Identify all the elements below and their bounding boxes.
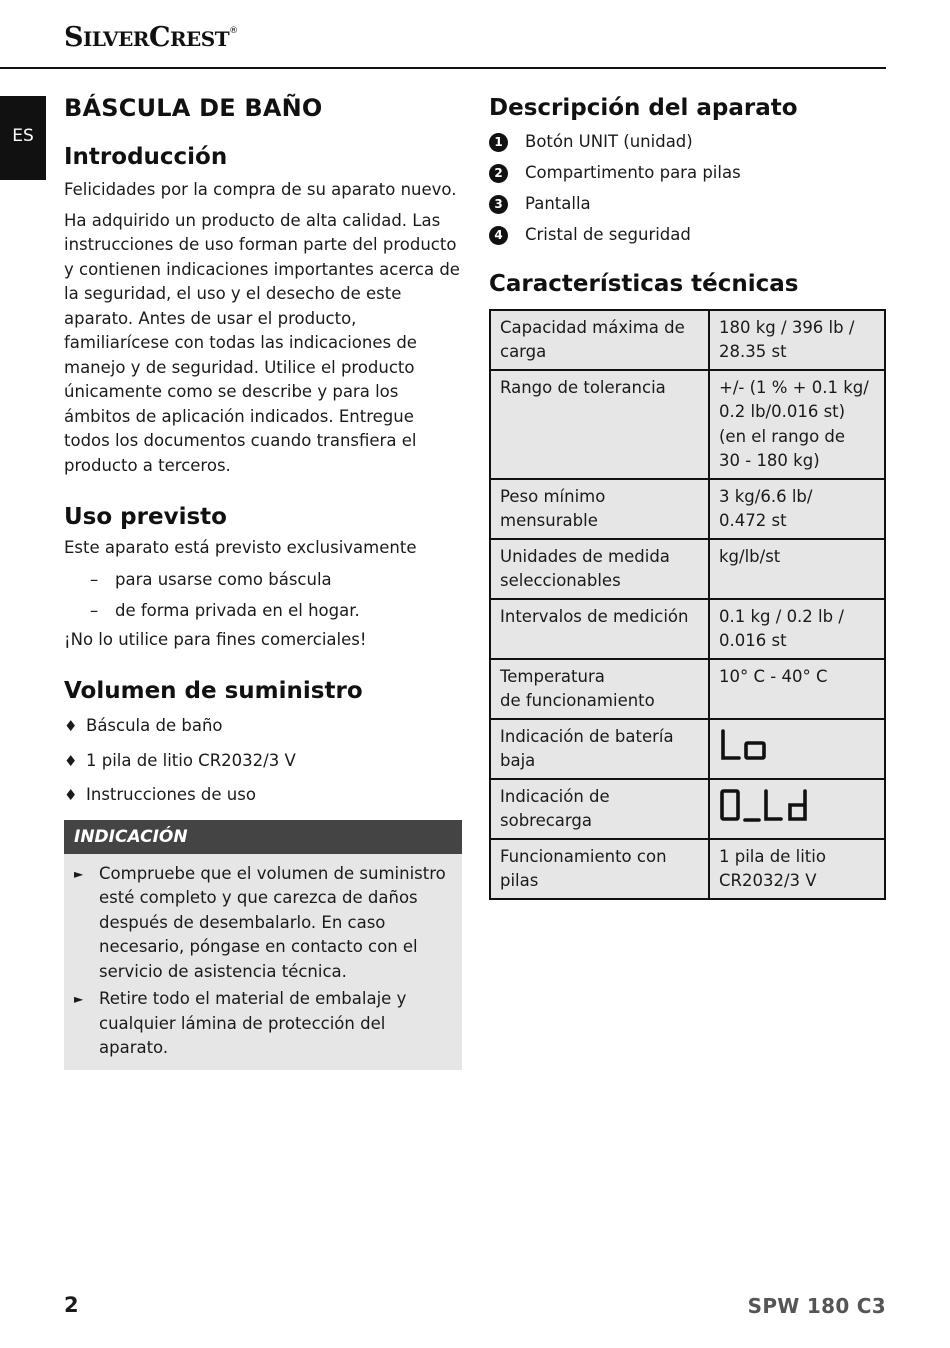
note-heading: INDICACIÓN [64, 820, 462, 854]
uso-heading: Uso previsto [64, 504, 227, 530]
table-row [490, 779, 885, 839]
list-item: 2 Compartimento para pilas [489, 161, 886, 186]
brand-logo: SILVERCREST® [64, 22, 238, 53]
list-item: ♦ Instrucciones de uso [64, 785, 256, 804]
table-row [490, 310, 885, 370]
list-item: 3 Pantalla [489, 192, 886, 217]
spec-value: 0.1 kg / 0.2 lb / 0.016 st [709, 599, 885, 659]
left-column [64, 92, 462, 1070]
model-number: SPW 180 C3 [747, 1294, 886, 1318]
number-badge: 3 [489, 195, 508, 214]
spec-value: 3 kg/6.6 lb/ 0.472 st [709, 479, 885, 539]
table-row [490, 370, 885, 479]
note-list [64, 854, 462, 1061]
spec-key: Funcionamiento con pilas [490, 839, 709, 899]
number-badge: 1 [489, 133, 508, 152]
page-number: 2 [64, 1293, 79, 1317]
table-row [490, 479, 885, 539]
list-item: – de forma privada en el hogar. [90, 601, 360, 620]
number-badge: 4 [489, 226, 508, 245]
lcd-lo-icon [719, 727, 771, 763]
desc-heading: Descripción del aparato [489, 95, 798, 121]
uso-list [64, 568, 462, 624]
header-divider [0, 67, 886, 69]
specs-heading: Características técnicas [489, 270, 799, 297]
page-title: BÁSCULA DE BAÑO [64, 94, 323, 122]
spec-value: kg/lb/st [709, 539, 885, 599]
specs-table [489, 309, 886, 900]
spec-key: Temperatura de funcionamiento [490, 659, 709, 719]
spec-key: Peso mínimo mensurable [490, 479, 709, 539]
spec-value: +/- (1 % + 0.1 kg/ 0.2 lb/0.016 st) (en el rango de 30 - 180 kg) [709, 370, 885, 479]
list-item: ► Retire todo el material de embalaje y cualquier lámina de protección del aparato. [74, 989, 407, 1057]
language-tab: ES [0, 96, 46, 180]
table-row [490, 719, 885, 779]
list-item: 1 Botón UNIT (unidad) [489, 130, 886, 155]
list-item: ♦ Báscula de baño [64, 716, 223, 735]
list-item: – para usarse como báscula [90, 569, 332, 589]
uso-paragraph-2: ¡No lo utilice para fines comerciales! [64, 629, 367, 649]
note-box [64, 820, 462, 1070]
spec-key: Indicación de batería baja [490, 719, 709, 779]
table-row [490, 539, 885, 599]
number-badge: 2 [489, 164, 508, 183]
lcd-old-icon [719, 787, 815, 825]
table-row [490, 659, 885, 719]
spec-key: Rango de tolerancia [490, 370, 709, 479]
intro-heading: Introducción [64, 144, 228, 170]
spec-value: 1 pila de litio CR2032/3 V [709, 839, 885, 899]
spec-key: Indicación de sobrecarga [490, 779, 709, 839]
table-row [490, 839, 885, 899]
intro-paragraph-2: Ha adquirido un producto de alta calidad. Las instrucciones de uso forman parte del producto y contienen indicaciones importantes acerca de la seguridad, el uso y el desecho de este aparato. Antes de usar el producto, familiarícese con todas las indicaciones de manejo y de seguridad. Utilice el producto únicamente como se describe y para los ámbitos de aplicación indicados. Entregue todos los documentos cuando transfiera el producto a terceros. [64, 210, 460, 475]
volumen-heading: Volumen de suministro [64, 678, 363, 704]
table-row [490, 599, 885, 659]
uso-paragraph-1: Este aparato está previsto exclusivamente [64, 538, 417, 557]
list-item: ► Compruebe que el volumen de suministro esté completo y que carezca de daños después de desembalarlo. En caso necesario, póngase en contacto con el servicio de asistencia técnica. [74, 863, 446, 981]
spec-key: Intervalos de medición [490, 599, 709, 659]
spec-value [709, 719, 885, 779]
spec-value: 10° C - 40° C [709, 659, 885, 719]
spec-value [709, 779, 885, 839]
desc-list [489, 130, 886, 248]
list-item: ♦ 1 pila de litio CR2032/3 V [64, 750, 296, 770]
volumen-list [64, 714, 462, 808]
spec-key: Capacidad máxima de carga [490, 310, 709, 370]
spec-key: Unidades de medida seleccionables [490, 539, 709, 599]
intro-paragraph-1: Felicidades por la compra de su aparato nuevo. [64, 180, 457, 199]
list-item: 4 Cristal de seguridad [489, 223, 886, 248]
right-column [489, 92, 886, 900]
arrow-icon: ► [74, 866, 84, 881]
arrow-icon: ► [74, 992, 84, 1006]
spec-value: 180 kg / 396 lb / 28.35 st [709, 310, 885, 370]
